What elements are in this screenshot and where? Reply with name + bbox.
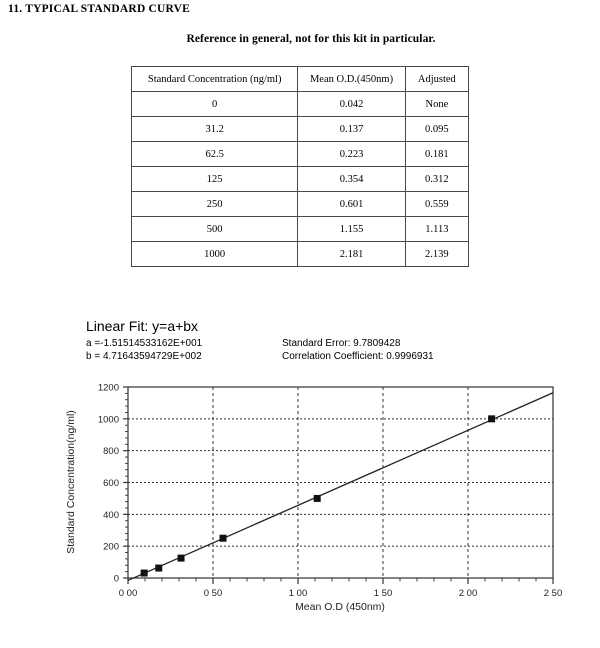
data-point-marker [314,495,320,501]
cell-mean-od: 2.181 [298,242,405,267]
cell-mean-od: 0.601 [298,192,405,217]
y-tick-label: 1200 [97,382,119,394]
cell-mean-od: 0.223 [298,142,405,167]
column-header-adjusted: Adjusted [405,67,468,92]
page-title: 11. TYPICAL STANDARD CURVE [8,3,191,15]
fit-correlation-coefficient: Correlation Coefficient: 0.9996931 [282,351,434,362]
fit-row-b [86,350,522,363]
cell-concentration: 1000 [132,242,298,267]
cell-adjusted: 0.181 [405,142,468,167]
y-tick-label: 400 [103,509,119,521]
y-axis-title: Standard Concentration(ng/ml) [65,410,77,554]
x-tick-label: 2 50 [543,588,563,599]
cell-mean-od: 0.042 [298,92,405,117]
cell-adjusted: 0.559 [405,192,468,217]
x-tick-label: 1 50 [373,588,393,599]
x-tick-labels [119,588,563,599]
data-point-marker [489,416,495,422]
table-row [132,142,469,167]
x-tick-label: 0 00 [118,588,138,599]
cell-mean-od: 0.354 [298,167,405,192]
y-tick-label: 1000 [97,414,119,426]
table-row [132,167,469,192]
cell-adjusted: 0.095 [405,117,468,142]
cell-adjusted: 0.312 [405,167,468,192]
table-row [132,92,469,117]
cell-concentration: 125 [132,167,298,192]
table-row [132,242,469,267]
cell-concentration: 250 [132,192,298,217]
cell-adjusted: 1.113 [405,217,468,242]
table-header-row [132,67,469,92]
x-tick-label: 2 00 [458,588,478,599]
subtitle: Reference in general, not for this kit in particular. [186,33,436,45]
data-point-marker [178,555,184,561]
column-header-mean-od: Mean O.D.(450nm) [298,67,405,92]
standard-curve-table [131,66,469,267]
cell-concentration: 0 [132,92,298,117]
data-point-marker [220,535,226,541]
cell-mean-od: 1.155 [298,217,405,242]
cell-mean-od: 0.137 [298,117,405,142]
data-point-marker [156,565,162,571]
standard-curve-chart [0,370,600,630]
cell-concentration: 62.5 [132,142,298,167]
linear-fit-title: Linear Fit: y=a+bx [86,318,199,334]
table-row [132,117,469,142]
cell-adjusted: 2.139 [405,242,468,267]
x-tick-label: 1 00 [288,588,308,599]
column-header-concentration: Standard Concentration (ng/ml) [132,67,298,92]
fit-coefficient-b: b = 4.71643594729E+002 [86,351,202,362]
fit-coefficient-a: a =-1.51514533162E+001 [86,338,203,349]
y-tick-labels [98,383,119,585]
data-point-marker [141,570,147,576]
table-row [132,217,469,242]
cell-concentration: 31.2 [132,117,298,142]
linear-fit-summary [86,318,522,363]
y-tick-label: 0 [113,573,119,585]
x-tick-label: 0 50 [203,588,223,599]
cell-adjusted: None [405,92,468,117]
y-tick-label: 200 [103,541,119,553]
cell-concentration: 500 [132,217,298,242]
chart-canvas [0,370,600,630]
y-tick-label: 600 [103,478,119,489]
fit-standard-error: Standard Error: 9.7809428 [282,338,401,349]
table-row [132,192,469,217]
y-tick-label: 800 [103,446,119,458]
fit-row-a [86,337,522,350]
x-axis-title: Mean O.D (450nm) [295,601,385,613]
data-points [141,416,494,576]
